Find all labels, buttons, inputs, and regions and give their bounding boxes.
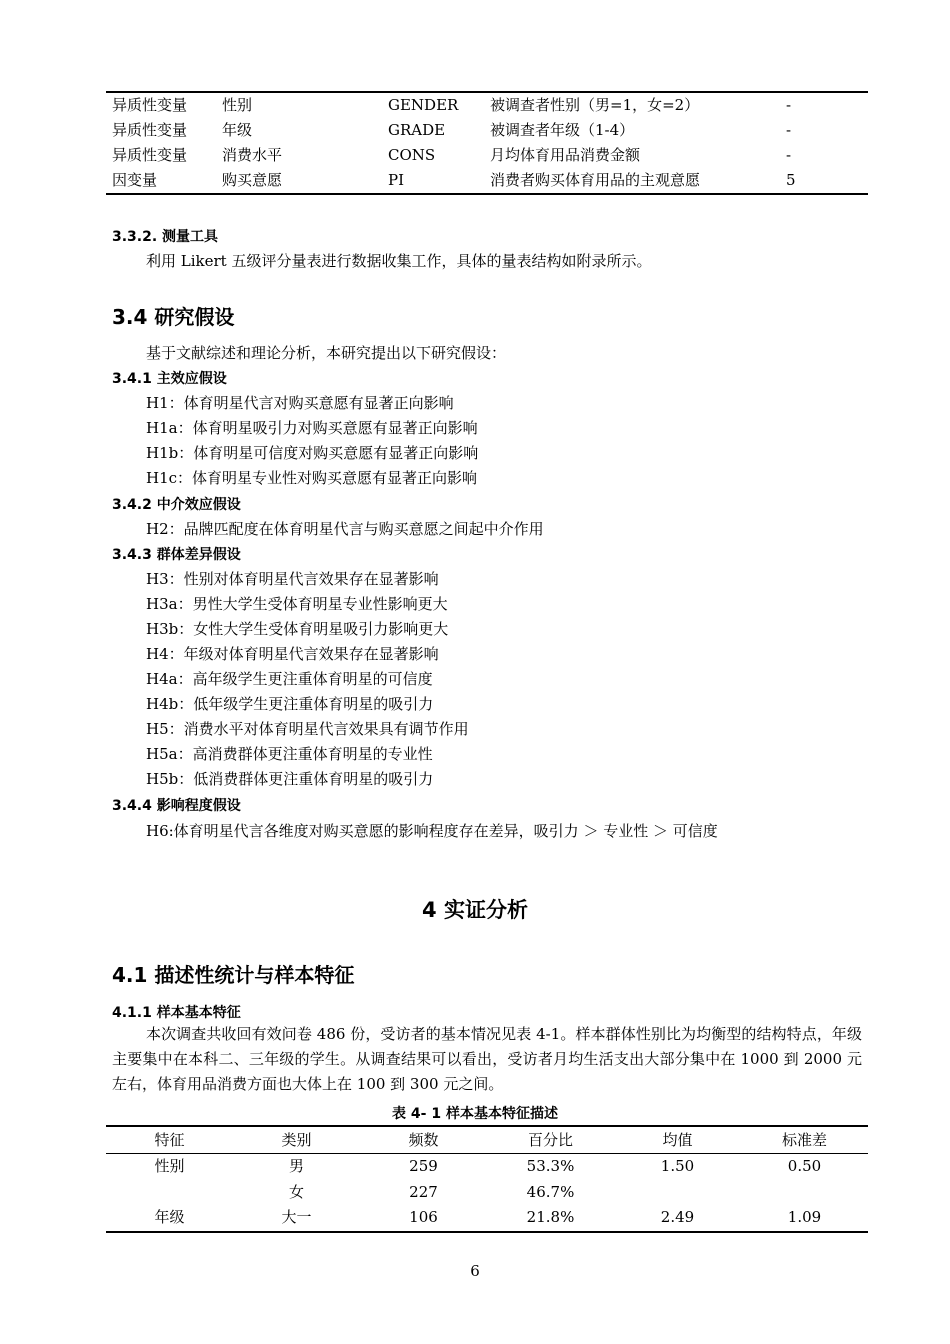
- section-heading: 3.4 研究假设: [112, 305, 235, 329]
- hypothesis-item: H1b：体育明星可信度对购买意愿有显著正向影响: [146, 444, 479, 462]
- hypothesis-item: H5：消费水平对体育明星代言效果具有调节作用: [146, 720, 469, 738]
- sample-table: [106, 1125, 868, 1233]
- column-header: 均值: [662, 1131, 693, 1149]
- table-cell: 被调查者性别（男=1，女=2）: [490, 96, 700, 114]
- table-cell: 2.49: [660, 1208, 695, 1226]
- table-cell: 53.3%: [526, 1157, 575, 1175]
- table-cell: 年级: [222, 121, 253, 139]
- table-cell: [741, 1180, 868, 1206]
- table-cell: 女: [288, 1182, 304, 1201]
- table-cell: 男: [288, 1157, 304, 1175]
- table-cell: [614, 1180, 741, 1206]
- table-row: [106, 118, 868, 143]
- hypothesis-item: H6:体育明星代言各维度对购买意愿的影响程度存在差异，吸引力 ＞ 专业性 ＞ 可信度: [146, 822, 718, 840]
- table-caption: 表 4- 1 样本基本特征描述: [392, 1106, 558, 1122]
- table-cell: 年级: [154, 1208, 185, 1226]
- chapter-title: 4 实证分析: [422, 898, 528, 922]
- table-cell: [106, 1180, 233, 1206]
- table-cell: 因变量: [112, 171, 158, 189]
- hypothesis-item: H2：品牌匹配度在体育明星代言与购买意愿之间起中介作用: [146, 520, 544, 538]
- table-cell: 259: [409, 1157, 438, 1175]
- paragraph: 利用 Likert 五级评分量表进行数据收集工作，具体的量表结构如附录所示。: [146, 252, 652, 270]
- variable-table: [106, 91, 868, 195]
- column-header: 类别: [281, 1131, 312, 1149]
- hypothesis-item: H1：体育明星代言对购买意愿有显著正向影响: [146, 394, 454, 412]
- subsection-heading: 3.4.3 群体差异假设: [112, 547, 241, 563]
- table-cell: -: [786, 121, 792, 139]
- hypothesis-item: H4b：低年级学生更注重体育明星的吸引力: [146, 695, 434, 713]
- subsection-heading: 3.4.1 主效应假设: [112, 371, 227, 387]
- table-cell: 1.09: [787, 1208, 822, 1226]
- hypothesis-item: H3a：男性大学生受体育明星专业性影响更大: [146, 595, 448, 613]
- column-header: 百分比: [527, 1131, 573, 1149]
- table-cell: 月均体育用品消费金额: [490, 146, 641, 164]
- table-cell: 大一: [281, 1208, 312, 1226]
- table-cell: 异质性变量: [112, 121, 188, 139]
- subsection-heading: 3.4.4 影响程度假设: [112, 798, 241, 814]
- table-cell: 被调查者年级（1-4）: [490, 121, 635, 139]
- table-cell: 21.8%: [526, 1208, 575, 1226]
- table-row: [106, 168, 868, 193]
- table-cell: 1.50: [660, 1157, 695, 1175]
- hypothesis-item: H3b：女性大学生受体育明星吸引力影响更大: [146, 620, 449, 638]
- table-cell: 消费水平: [222, 146, 283, 164]
- paragraph: 基于文献综述和理论分析，本研究提出以下研究假设：: [146, 344, 507, 362]
- table-cell: GRADE: [388, 121, 446, 139]
- hypothesis-item: H1a：体育明星吸引力对购买意愿有显著正向影响: [146, 419, 478, 437]
- table-cell: 性别: [154, 1157, 185, 1175]
- paragraph: 本次调查共收回有效问卷 486 份，受访者的基本情况见表 4-1。样本群体性别比为均衡型的结构特点，年级主要集中在本科二、三年级的学生。从调查结果可以看出，受访者月均生活支出大部分集中在 1000 到 2000 元左右，体育用品消费方面也大体上在 100 到 300 元之间。: [112, 1025, 862, 1093]
- table-cell: 0.50: [787, 1157, 822, 1175]
- section-heading: 4.1 描述性统计与样本特征: [112, 963, 355, 987]
- table-cell: 性别: [222, 96, 253, 114]
- hypothesis-item: H4：年级对体育明星代言效果存在显著影响: [146, 645, 439, 663]
- table-cell: PI: [388, 171, 405, 189]
- table-row: [106, 93, 868, 118]
- table-cell: -: [786, 96, 792, 114]
- table-row: [106, 1154, 868, 1180]
- subsection-heading: 3.4.2 中介效应假设: [112, 497, 241, 513]
- column-header: 特征: [154, 1131, 185, 1149]
- table-cell: GENDER: [388, 96, 459, 114]
- table-row: [106, 1205, 868, 1231]
- table-header-row: [106, 1127, 868, 1154]
- table-row: [106, 143, 868, 168]
- hypothesis-item: H4a：高年级学生更注重体育明星的可信度: [146, 670, 433, 688]
- hypothesis-item: H5a：高消费群体更注重体育明星的专业性: [146, 745, 433, 763]
- subsection-heading: 4.1.1 样本基本特征: [112, 1005, 241, 1021]
- table-cell: 购买意愿: [222, 171, 283, 189]
- table-cell: 106: [409, 1208, 438, 1226]
- table-row: [106, 1180, 868, 1206]
- section-heading: 3.3.2. 测量工具: [112, 229, 219, 245]
- table-cell: 异质性变量: [112, 96, 188, 114]
- column-header: 频数: [408, 1131, 439, 1149]
- table-cell: 5: [786, 171, 796, 189]
- table-cell: 异质性变量: [112, 146, 188, 164]
- page-number: 6: [470, 1262, 480, 1280]
- table-cell: 46.7%: [526, 1182, 575, 1201]
- table-cell: 227: [409, 1182, 438, 1201]
- column-header: 标准差: [781, 1131, 827, 1149]
- table-cell: -: [786, 146, 792, 164]
- hypothesis-item: H1c：体育明星专业性对购买意愿有显著正向影响: [146, 469, 478, 487]
- table-cell: CONS: [388, 146, 436, 164]
- hypothesis-item: H3：性别对体育明星代言效果存在显著影响: [146, 570, 439, 588]
- hypothesis-item: H5b：低消费群体更注重体育明星的吸引力: [146, 770, 434, 788]
- table-cell: 消费者购买体育用品的主观意愿: [490, 171, 701, 189]
